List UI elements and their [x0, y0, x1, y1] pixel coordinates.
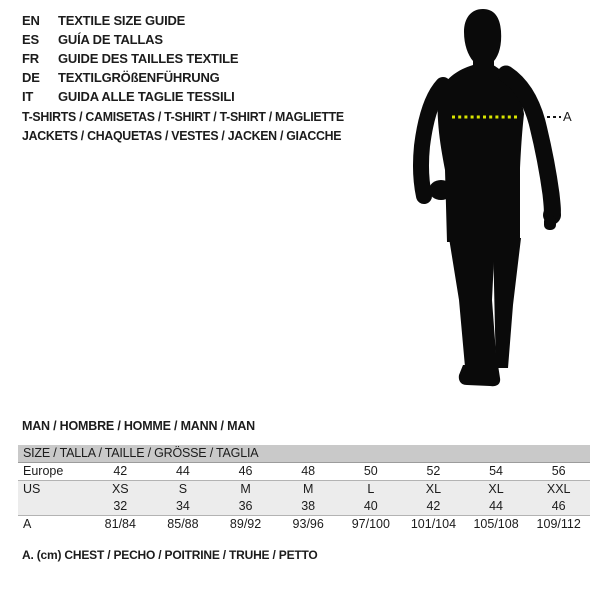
size-cell: XXL: [527, 481, 590, 499]
size-cell: 97/100: [351, 517, 390, 531]
size-cell: 93/96: [292, 517, 324, 531]
category-block: [22, 107, 361, 145]
size-cell: S: [152, 481, 215, 499]
size-cell: 54: [465, 463, 528, 481]
language-row-it: [22, 87, 238, 106]
size-cell: XL: [402, 481, 465, 499]
size-cell: 89/92: [229, 517, 262, 531]
size-cell: 34: [152, 498, 215, 516]
measurement-footnote: A. (cm) CHEST / PECHO / POITRINE / TRUHE / PETTO: [22, 548, 318, 562]
language-row-es: [22, 30, 238, 49]
size-cell: 81/84: [104, 517, 136, 531]
language-code: IT: [22, 89, 34, 104]
man-figure: [405, 0, 595, 400]
size-cell: 42: [89, 463, 152, 481]
size-cell: 85/88: [167, 517, 199, 531]
size-table-header: SIZE / TALLA / TAILLE / GRÖSSE / TAGLIA: [18, 445, 590, 463]
row-label: A: [23, 517, 32, 531]
size-table-section: [18, 445, 590, 533]
size-cell: 38: [277, 498, 340, 516]
measure-label-a: A: [563, 109, 572, 124]
language-list: [22, 11, 238, 106]
size-cell: 52: [402, 463, 465, 481]
size-cell: 56: [527, 463, 590, 481]
table-row-europe: [18, 463, 590, 481]
man-silhouette-shape: [421, 9, 561, 386]
size-cell: 46: [527, 498, 590, 516]
language-code: ES: [22, 32, 39, 47]
size-cell: 44: [465, 498, 528, 516]
table-row-uk: [18, 498, 590, 516]
language-row-fr: [22, 49, 238, 68]
size-table: [18, 463, 590, 533]
language-row-de: [22, 68, 238, 87]
size-cell: 46: [214, 463, 277, 481]
category-line-tshirts: T-SHIRTS / CAMISETAS / T-SHIRT / T-SHIRT / MAGLIETTE: [22, 109, 344, 124]
row-label: US: [18, 481, 89, 499]
size-cell: XS: [89, 481, 152, 499]
size-cell: 44: [152, 463, 215, 481]
language-code: DE: [22, 70, 40, 85]
language-text: GUIDE DES TAILLES TEXTILE: [58, 51, 239, 66]
language-text: GUIDA ALLE TAGLIE TESSILI: [58, 89, 235, 104]
size-cell: 50: [340, 463, 403, 481]
size-cell: 36: [214, 498, 277, 516]
language-code: EN: [22, 13, 40, 28]
row-label: [18, 498, 89, 516]
gender-caption: MAN / HOMBRE / HOMME / MANN / MAN: [22, 419, 255, 433]
size-cell: L: [340, 481, 403, 499]
language-code: FR: [22, 51, 39, 66]
man-silhouette-svg: [405, 0, 595, 400]
table-row-chest-a: [18, 516, 590, 534]
language-text: TEXTILGRÖßENFÜHRUNG: [58, 70, 220, 85]
size-cell: 105/108: [473, 517, 519, 531]
size-cell: 48: [277, 463, 340, 481]
size-cell: M: [277, 481, 340, 499]
size-cell: M: [214, 481, 277, 499]
language-row-en: [22, 11, 238, 30]
language-text: GUÍA DE TALLAS: [58, 32, 163, 47]
row-label: Europe: [18, 463, 89, 481]
size-cell: 40: [340, 498, 403, 516]
size-cell: 109/112: [536, 517, 581, 531]
size-cell: 42: [402, 498, 465, 516]
category-line-jackets: JACKETS / CHAQUETAS / VESTES / JACKEN / GIACCHE: [22, 128, 342, 143]
size-cell: 101/104: [410, 517, 457, 531]
size-cell: 32: [89, 498, 152, 516]
language-text: TEXTILE SIZE GUIDE: [58, 13, 186, 28]
table-row-us: [18, 481, 590, 499]
size-cell: XL: [465, 481, 528, 499]
